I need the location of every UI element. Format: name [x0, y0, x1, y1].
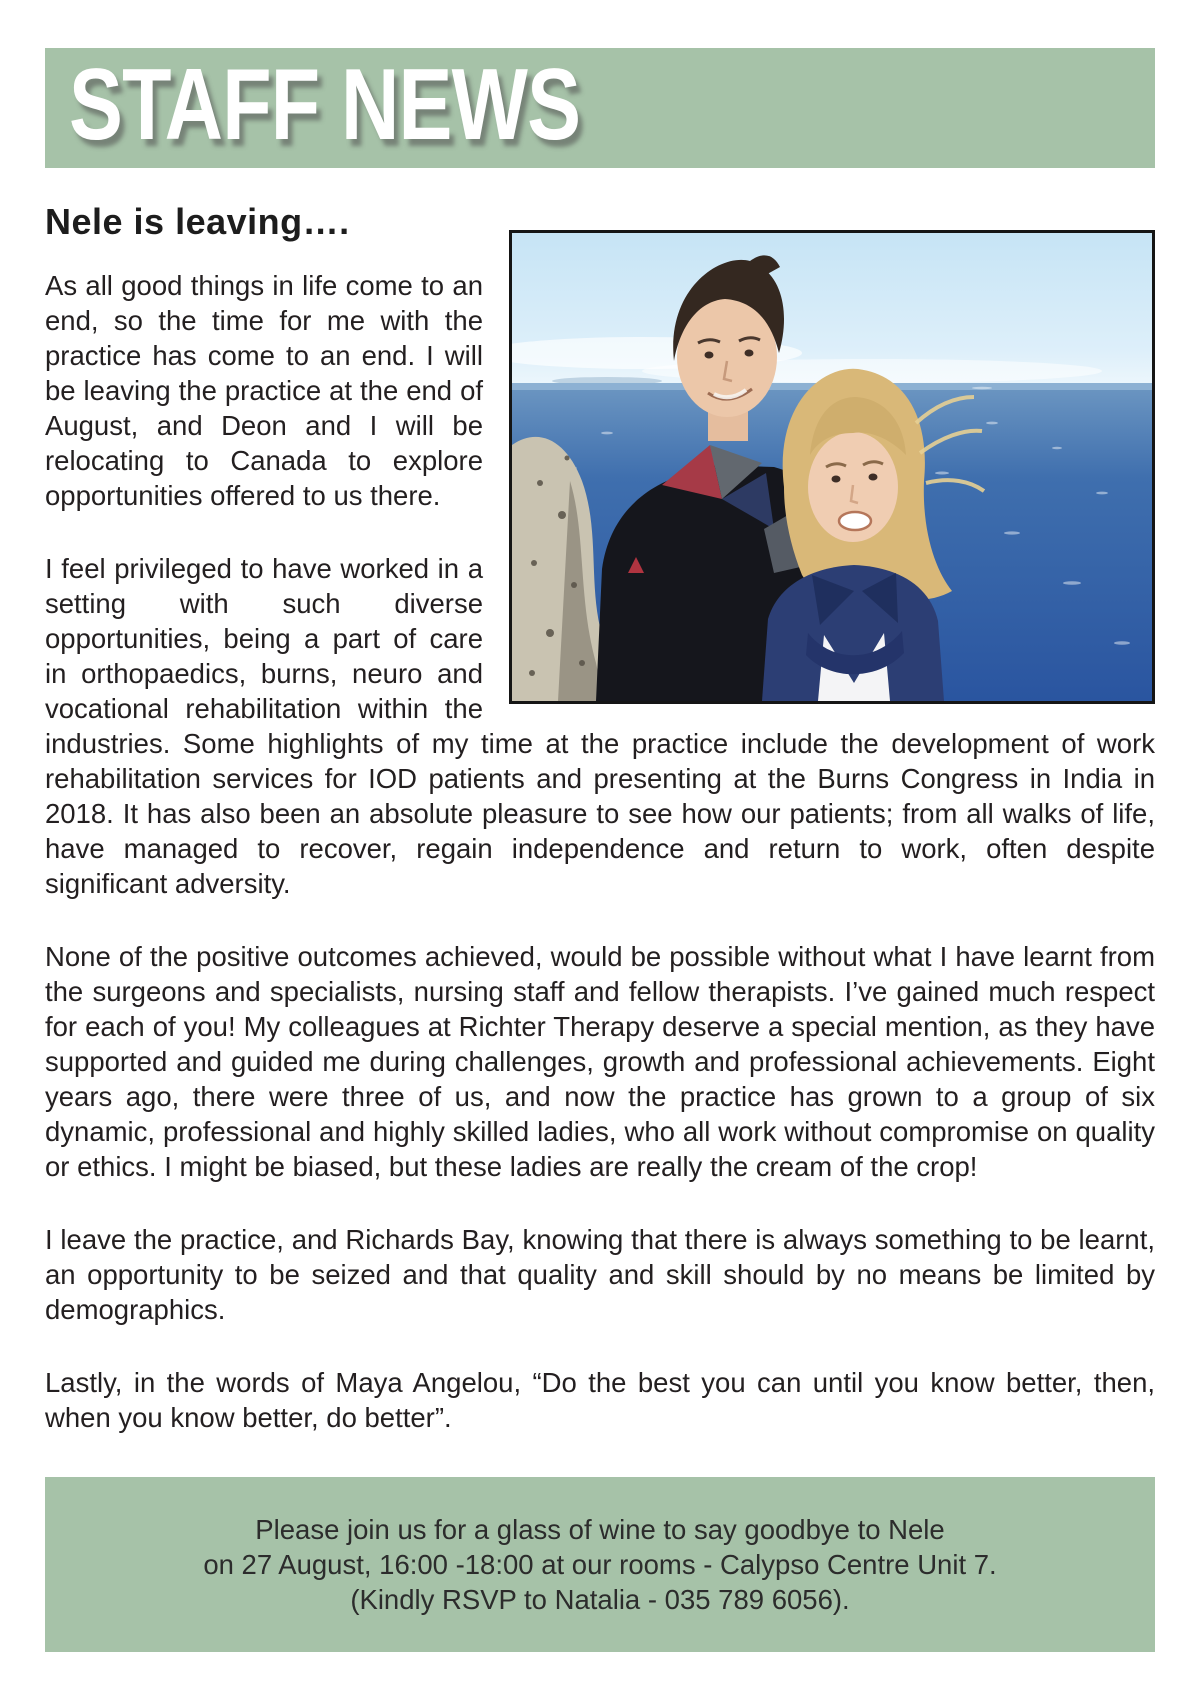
article-heading: Nele is leaving…. — [45, 201, 350, 242]
header-banner — [45, 48, 1155, 168]
couple-photo — [509, 230, 1155, 704]
article-paragraph-3: None of the positive outcomes achieved, would be possible without what I have learnt from the surgeons and specialists, nursing staff and fellow therapists. I’ve gained much respect for each of you! My colleagues at Richter Therapy deserve a special mention, as they have supported and guided me during challenges, growth and professional achievements. Eight years ago, there were three of us, and now the practice has grown to a group of six dynamic, professional and highly skilled ladies, who all work without compromise on quality or ethics. I might be biased, but these ladies are really the cream of the crop! — [45, 941, 1155, 1182]
page-title: STAFF NEWS — [69, 49, 581, 162]
invitation-box — [45, 1477, 1155, 1652]
article-paragraph-2: I feel privileged to have worked in a setting with such diverse opportunities, being a part of care in orthopaedics, burns, neuro and vocational rehabilitation within the industries. Some highlights of my time at the practice include the development of work rehabilitation services for IOD patients and presenting at the Burns Congress in India in 2018. It has also been an absolute pleasure to see how our patients; from all walks of life, have managed to recover, regain independence and return to work, often despite significant adversity. — [45, 553, 1155, 899]
couple-photo-illustration — [512, 233, 1152, 701]
article-paragraph-5: Lastly, in the words of Maya Angelou, “Do the best you can until you know better, then, when you know better, do better”. — [45, 1367, 1155, 1433]
invitation-line-3: (Kindly RSVP to Natalia - 035 789 6056). — [350, 1584, 850, 1615]
invitation-line-1: Please join us for a glass of wine to say goodbye to Nele — [255, 1514, 945, 1545]
sky — [512, 233, 1152, 389]
article-paragraph-4: I leave the practice, and Richards Bay, knowing that there is always something to be learnt, an opportunity to be seized and that quality and skill should by no means be limited by demographics. — [45, 1224, 1155, 1325]
article-paragraph-1: As all good things in life come to an end, so the time for me with the practice has come to an end. I will be leaving the practice at the end of August, and Deon and I will be relocating to Canada to explore opportunities offered to us there. — [45, 270, 483, 511]
invitation-line-2: on 27 August, 16:00 -18:00 at our rooms - Calypso Centre Unit 7. — [203, 1549, 997, 1580]
article — [45, 199, 1155, 1435]
